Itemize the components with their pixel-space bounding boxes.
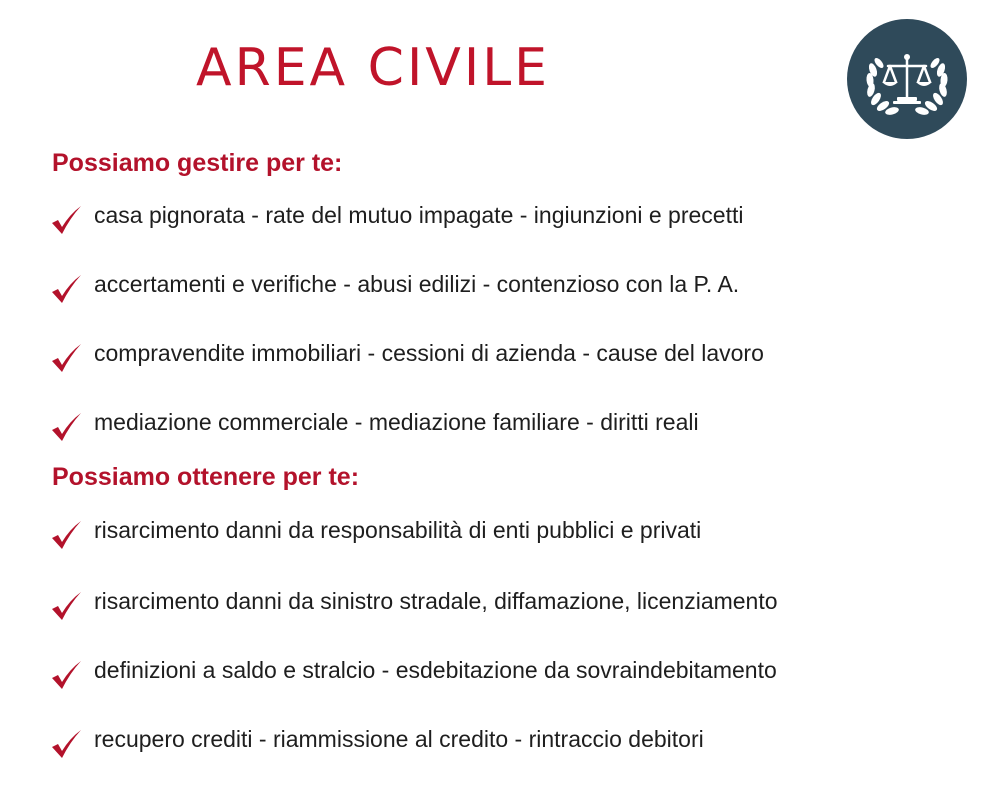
list-item bbox=[50, 650, 777, 690]
list-item-text: definizioni a saldo e stralcio - esdebitazione da sovraindebitamento bbox=[94, 656, 777, 683]
checkmark-icon bbox=[50, 660, 82, 690]
checkmark-icon bbox=[50, 343, 82, 373]
scales-of-justice-laurel-icon bbox=[846, 18, 968, 140]
list-item bbox=[50, 719, 704, 759]
list-item bbox=[50, 333, 764, 373]
checkmark-icon bbox=[50, 729, 82, 759]
section-heading-gestire: Possiamo gestire per te: bbox=[52, 149, 343, 177]
list-item bbox=[50, 264, 739, 304]
page-title: AREA CIVILE bbox=[196, 38, 551, 98]
list-item-text: mediazione commerciale - mediazione familiare - diritti reali bbox=[94, 408, 699, 435]
list-item-text: accertamenti e verifiche - abusi edilizi - contenzioso con la P. A. bbox=[94, 270, 740, 297]
list-item-text: risarcimento danni da sinistro stradale, diffamazione, licenziamento bbox=[94, 587, 778, 614]
checkmark-icon bbox=[50, 205, 82, 235]
section-heading-ottenere: Possiamo ottenere per te: bbox=[52, 463, 360, 491]
checkmark-icon bbox=[50, 591, 82, 621]
checkmark-icon bbox=[50, 274, 82, 304]
logo bbox=[846, 18, 968, 140]
list-item bbox=[50, 510, 701, 550]
list-item bbox=[50, 195, 743, 235]
list-item bbox=[50, 402, 699, 442]
list-item-text: risarcimento danni da responsabilità di enti pubblici e privati bbox=[94, 516, 702, 543]
list-item bbox=[50, 581, 778, 621]
list-item-text: compravendite immobiliari - cessioni di azienda - cause del lavoro bbox=[94, 339, 764, 366]
checkmark-icon bbox=[50, 412, 82, 442]
list-item-text: casa pignorata - rate del mutuo impagate - ingiunzioni e precetti bbox=[94, 201, 744, 228]
list-item-text: recupero crediti - riammissione al credito - rintraccio debitori bbox=[94, 725, 704, 752]
checkmark-icon bbox=[50, 520, 82, 550]
